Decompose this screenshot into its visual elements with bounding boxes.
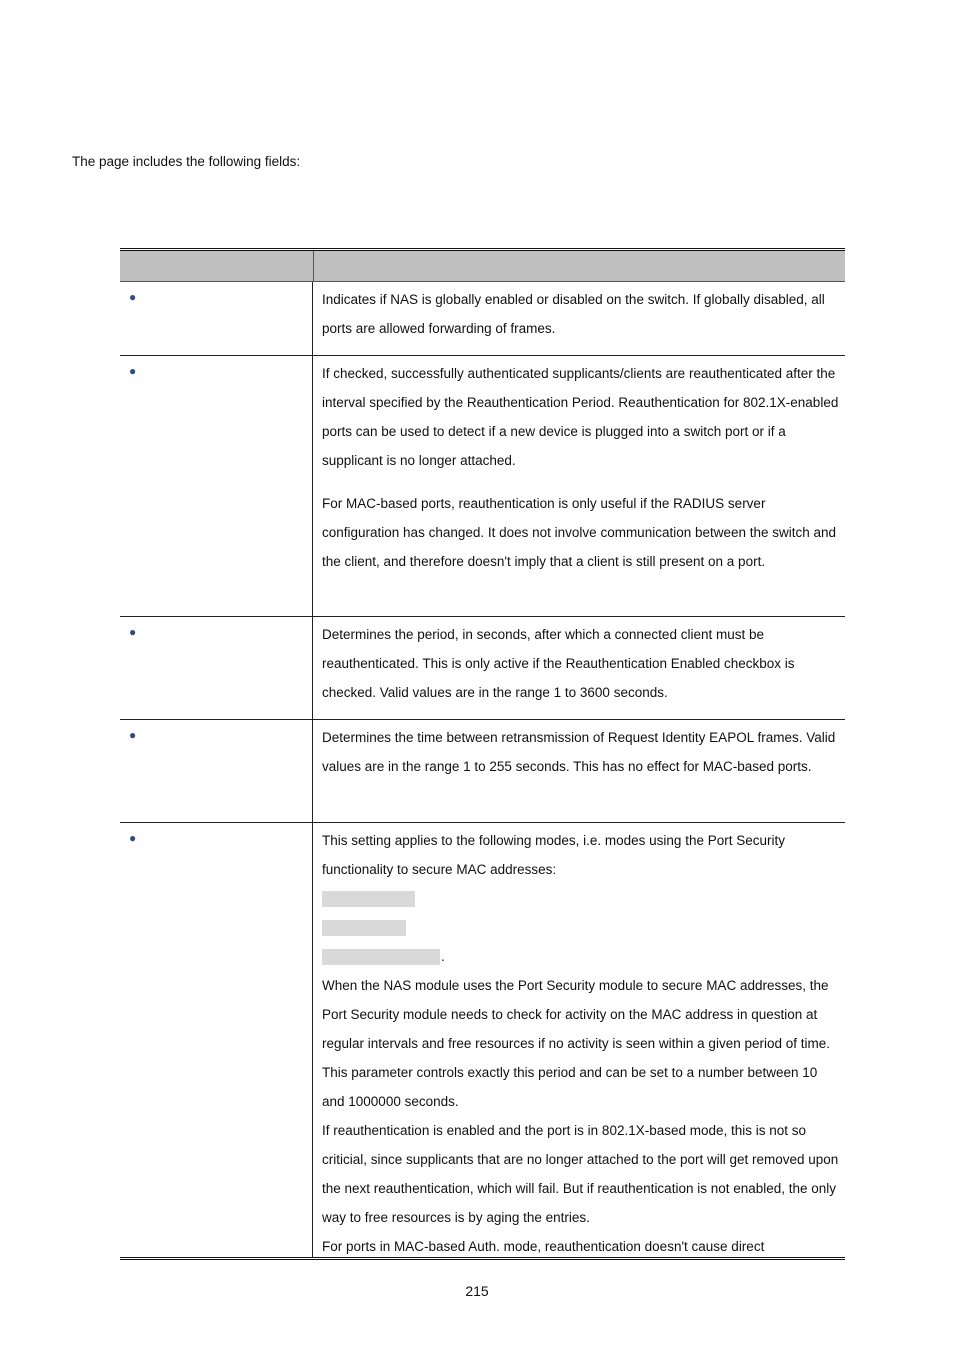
object-cell bbox=[120, 282, 313, 355]
fields-table bbox=[120, 248, 845, 1260]
table-row bbox=[120, 282, 845, 356]
description-text: If checked, successfully authenticated supplicants/clients are reauthenticated after the interval specified by the Reauthentication Period. Reauthentication for 802.1X-enabled ports can be used to detect if a new device is plugged into a switch port or if a supplicant is no longer attached. bbox=[322, 366, 839, 468]
table-header bbox=[120, 251, 845, 282]
bullet-icon: ● bbox=[129, 364, 137, 378]
description-text: Indicates if NAS is globally enabled or disabled on the switch. If globally disabled, all ports are allowed forwarding of frames. bbox=[322, 292, 825, 336]
header-description-cell bbox=[314, 251, 845, 281]
bullet-icon: ● bbox=[129, 290, 137, 304]
page-number: 215 bbox=[465, 1283, 489, 1299]
description-text: Determines the period, in seconds, after which a connected client must be reauthenticated. This is only active if the Reauthentication Enabled checkbox is checked. Valid values are in the range 1 to 3600 seconds. bbox=[322, 627, 795, 700]
redacted-mode-3 bbox=[322, 942, 839, 971]
redacted-mode-1 bbox=[322, 884, 839, 913]
description-text: If reauthentication is enabled and the port is in 802.1X-based mode, this is not so criticial, since supplicants that are no longer attached to the port will get removed upon the next reauthentication, which will fail. But if reauthentication is not enabled, the only way to free resources is by aging the entries. bbox=[322, 1123, 839, 1225]
object-cell bbox=[120, 823, 313, 1257]
bullet-icon: ● bbox=[129, 728, 137, 742]
header-object-cell bbox=[120, 251, 314, 281]
description-cell bbox=[313, 617, 845, 719]
redacted-mode-2 bbox=[322, 913, 839, 942]
description-cell bbox=[313, 282, 845, 355]
description-cell bbox=[313, 356, 845, 616]
description-text: For ports in MAC-based Auth. mode, reauthentication doesn't cause direct bbox=[322, 1239, 765, 1254]
bullet-icon: ● bbox=[129, 625, 137, 639]
table-row bbox=[120, 356, 845, 617]
description-text: Determines the time between retransmission of Request Identity EAPOL frames. Valid values are in the range 1 to 255 seconds. This has no effect for MAC-based ports. bbox=[322, 730, 836, 774]
table-row bbox=[120, 617, 845, 720]
table-row bbox=[120, 720, 845, 823]
description-cell bbox=[313, 720, 845, 822]
bullet-icon: ● bbox=[129, 831, 137, 845]
object-cell bbox=[120, 720, 313, 822]
object-cell bbox=[120, 617, 313, 719]
description-text: This setting applies to the following modes, i.e. modes using the Port Security functionality to secure MAC addresses: bbox=[322, 833, 785, 877]
description-cell bbox=[313, 823, 845, 1257]
trailing-period: . bbox=[441, 949, 445, 964]
description-text: For MAC-based ports, reauthentication is only useful if the RADIUS server configuration has changed. It does not involve communication between the switch and the client, and therefore doesn't imply that a client is still present on a port. bbox=[322, 496, 837, 569]
intro-text: The page includes the following fields: bbox=[72, 154, 301, 169]
description-text: When the NAS module uses the Port Security module to secure MAC addresses, the Port Security module needs to check for activity on the MAC address in question at regular intervals and free resources if no activity is seen within a given period of time. This parameter controls exactly this period and can be set to a number between 10 and 1000000 seconds. bbox=[322, 978, 830, 1109]
table-row bbox=[120, 823, 845, 1257]
object-cell bbox=[120, 356, 313, 616]
